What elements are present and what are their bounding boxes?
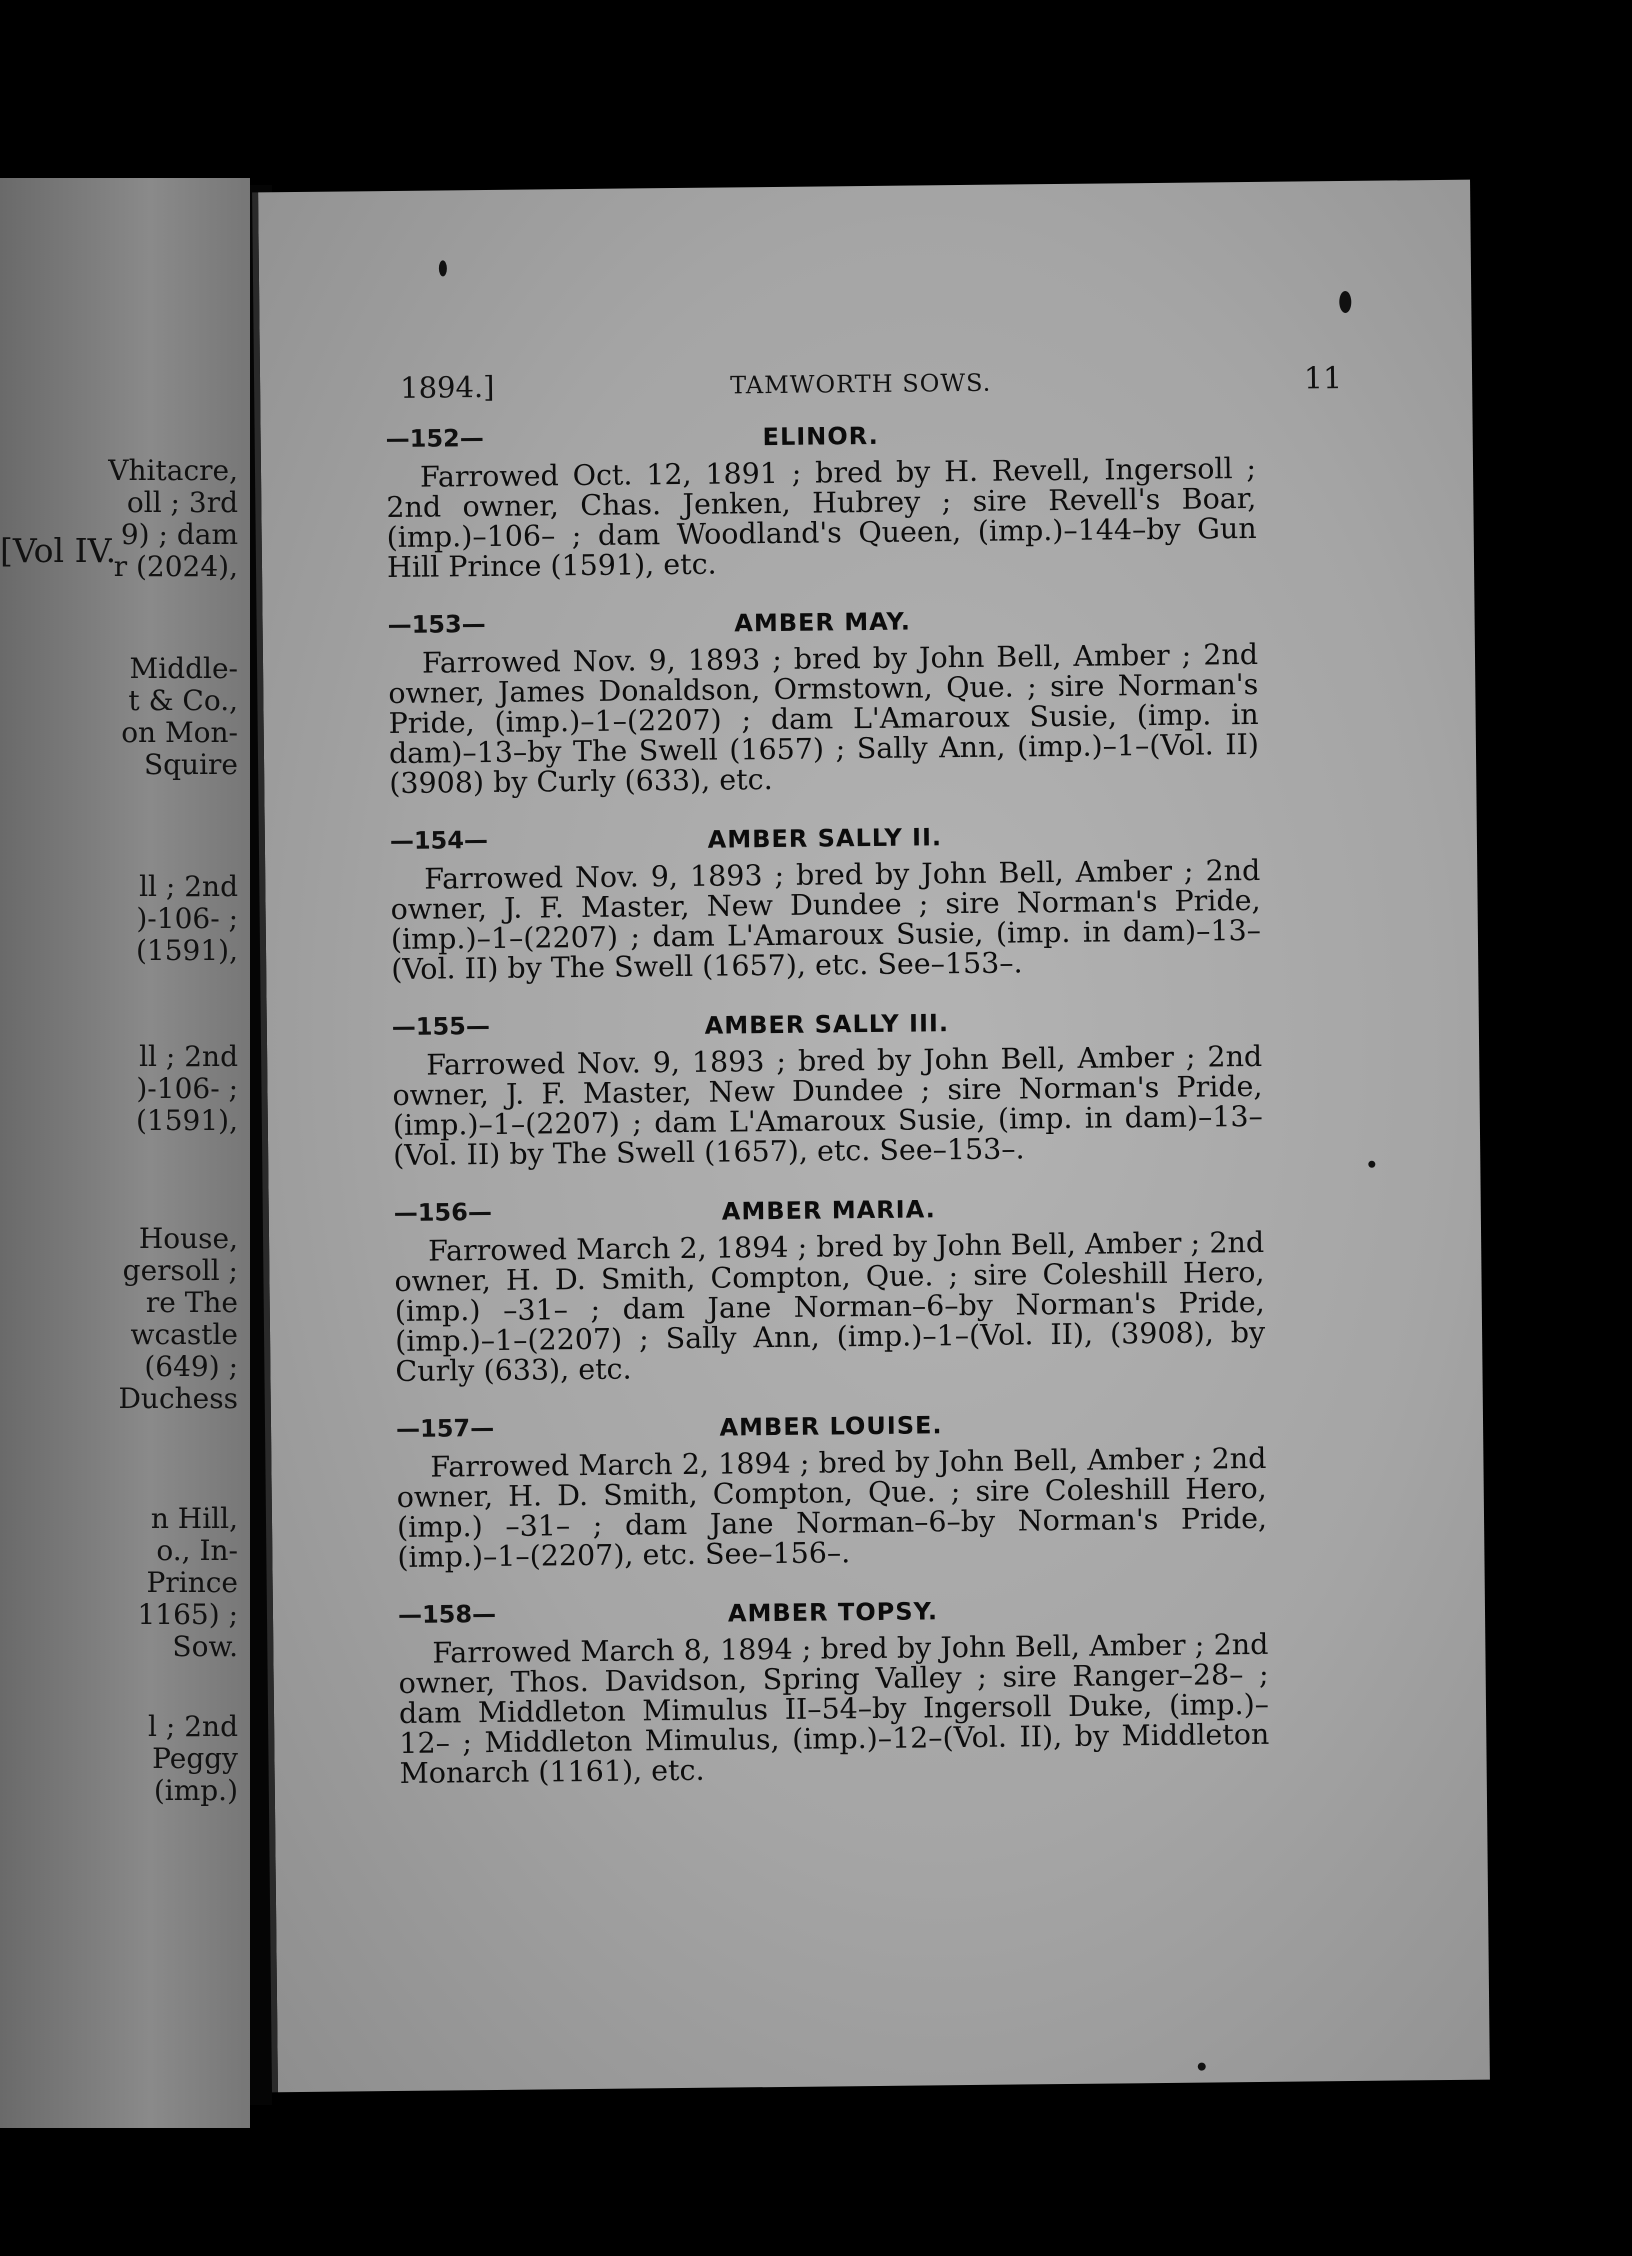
entry-name: AMBER MAY.: [734, 607, 912, 638]
entry-152: [386, 414, 1258, 583]
left-page-fragment: t & Co.,: [128, 684, 238, 717]
left-page-fragment: Prince: [146, 1566, 238, 1599]
left-page: [0, 178, 250, 2128]
right-page: [252, 180, 1490, 2093]
entry-text: Farrowed March 2, 1894 ; bred by John Bell, Amber ; 2nd owner, H. D. Smith, Compton, Que. ; sire Coleshill Hero, (imp.) –31– ; dam Jane Norman–6–by Norman's Pride, (imp.)–1–(2207) ; Sally Ann, (imp.)–1–(Vol. II), (3908), by Curly (633), etc.: [394, 1225, 1266, 1388]
left-page-fragment: (1591),: [135, 1104, 238, 1137]
entry-name: AMBER TOPSY.: [727, 1597, 939, 1628]
left-page-fragment: n Hill,: [150, 1502, 238, 1535]
left-page-fragment: ll ; 2nd: [139, 870, 238, 903]
left-page-fragment: House,: [138, 1222, 238, 1255]
left-page-fragment: o., In-: [156, 1534, 238, 1567]
left-page-fragment: 1165) ;: [137, 1598, 238, 1631]
left-page-fragment: ll ; 2nd: [139, 1040, 238, 1073]
entry-name: ELINOR.: [762, 421, 879, 452]
entry-text: Farrowed Oct. 12, 1891 ; bred by H. Revell, Ingersoll ; 2nd owner, Chas. Jenken, Hubrey ; sire Revell's Boar, (imp.)–106– ; dam Woodland's Queen, (imp.)–144–by Gun Hill Prince (1591), etc.: [386, 451, 1257, 585]
entry-number: —154—: [389, 825, 489, 856]
entry-154: [390, 816, 1262, 985]
entry-number: —156—: [393, 1197, 493, 1228]
entry-name: AMBER SALLY III.: [704, 1009, 950, 1040]
ink-speck: [1198, 2063, 1206, 2071]
left-page-fragment: )-106- ;: [136, 1072, 238, 1105]
running-head-title: TAMWORTH SOWS.: [729, 368, 992, 400]
entry-number: —153—: [387, 610, 486, 640]
ink-speck: [1339, 291, 1351, 313]
entry-name: AMBER LOUISE.: [719, 1411, 943, 1442]
running-head: [400, 361, 1342, 411]
entry-153: [387, 600, 1259, 799]
left-page-fragment: wcastle: [130, 1318, 238, 1351]
left-page-fragment: 9) ; dam: [120, 518, 238, 551]
left-page-fragment: Duchess: [118, 1382, 238, 1415]
entry-list: [386, 414, 1271, 1815]
entry-number: —157—: [395, 1413, 495, 1443]
running-head-year: 1894.]: [399, 369, 495, 405]
left-page-fragment: Vhitacre,: [108, 454, 238, 487]
left-page-fragment: on Mon-: [121, 716, 238, 749]
left-page-fragment: (1591),: [135, 934, 238, 967]
entry-text: Farrowed March 8, 1894 ; bred by John Bell, Amber ; 2nd owner, Thos. Davidson, Spring Valley ; sire Ranger–28– ; dam Middleton Mimulus II–54–by Ingersoll Duke, (imp.)–12– ; Middleton Mimulus, (imp.)–12–(Vol. II), by Middleton Monarch (1161), etc.: [398, 1627, 1270, 1790]
left-page-fragment: r (2024),: [113, 550, 238, 583]
entry-number: —152—: [385, 424, 484, 454]
left-page-fragment: l ; 2nd: [148, 1710, 238, 1743]
entry-157: [396, 1404, 1268, 1573]
left-page-fragment: (imp.): [153, 1774, 238, 1807]
ink-speck: [439, 260, 447, 276]
entry-number: —158—: [397, 1599, 497, 1629]
left-page-fragment: re The: [145, 1286, 238, 1319]
entry-text: Farrowed March 2, 1894 ; bred by John Bell, Amber ; 2nd owner, H. D. Smith, Compton, Que. ; sire Coleshill Hero, (imp.) –31– ; dam Jane Norman–6–by Norman's Pride, (imp.)–1–(2207), etc. See–156–.: [396, 1441, 1268, 1574]
entry-text: Farrowed Nov. 9, 1893 ; bred by John Bell, Amber ; 2nd owner, J. F. Master, New Dundee ; sire Norman's Pride, (imp.)–1–(2207) ; dam L'Amaroux Susie, (imp. in dam)–13–(Vol. II) by The Swell (1657), etc. See–153–.: [390, 853, 1262, 987]
ink-speck: [1368, 1161, 1375, 1168]
entry-text: Farrowed Nov. 9, 1893 ; bred by John Bell, Amber ; 2nd owner, J. F. Master, New Dundee ; sire Norman's Pride, (imp.)–1–(2207) ; dam L'Amaroux Susie, (imp. in dam)–13–(Vol. II) by The Swell (1657), etc. See–153–.: [392, 1039, 1263, 1173]
entry-name: AMBER MARIA.: [721, 1195, 936, 1226]
entry-155: [392, 1002, 1264, 1171]
entry-158: [398, 1590, 1270, 1789]
left-page-fragment: oll ; 3rd: [126, 486, 238, 519]
left-page-fragment: gersoll ;: [122, 1254, 238, 1287]
entry-name: AMBER SALLY II.: [707, 823, 943, 854]
left-page-fragment: )-106- ;: [136, 902, 238, 935]
entry-text: Farrowed Nov. 9, 1893 ; bred by John Bell, Amber ; 2nd owner, James Donaldson, Ormstown, Que. ; sire Norman's Pride, (imp.)–1–(2207) ; dam L'Amaroux Susie, (imp. in dam)–13–by The Swell (1657) ; Sally Ann, (imp.)–1–(Vol. II) (3908) by Curly (633), etc.: [388, 637, 1260, 801]
left-page-fragment: Middle-: [129, 652, 238, 685]
entry-number: —155—: [391, 1011, 491, 1042]
left-page-fragment: (649) ;: [144, 1350, 238, 1383]
left-page-fragment: Peggy: [152, 1742, 238, 1775]
page-number: 11: [1303, 361, 1343, 397]
left-page-fragment: Squire: [143, 748, 238, 781]
left-page-header: [Vol IV.: [0, 531, 117, 570]
left-page-fragment: Sow.: [172, 1630, 238, 1663]
entry-156: [394, 1188, 1266, 1387]
